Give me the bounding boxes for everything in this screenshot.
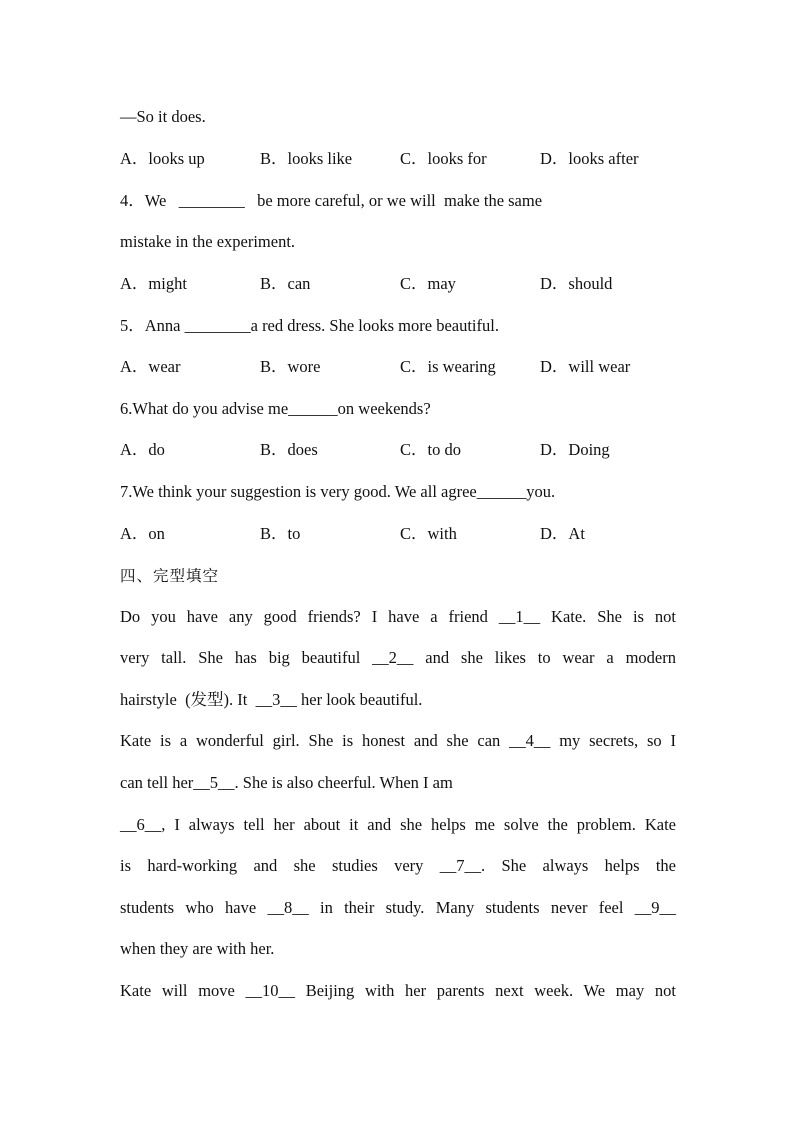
- passage-line: Kate is a wonderful girl. She is honest and she can __4__ my secrets, so I: [120, 731, 676, 750]
- question-6: 6.What do you advise me______on weekends?: [120, 399, 431, 418]
- option-c: C．with: [400, 524, 457, 543]
- passage-line: can tell her__5__. She is also cheerful. When I am: [120, 773, 453, 792]
- option-c: C．may: [400, 274, 456, 293]
- option-c: C．is wearing: [400, 357, 496, 376]
- question-5: 5．Anna ________a red dress. She looks more beautiful.: [120, 316, 499, 335]
- question-4-line2: mistake in the experiment.: [120, 232, 296, 251]
- option-d: D．looks after: [540, 149, 639, 168]
- question-7: 7.We think your suggestion is very good. We all agree______you.: [120, 482, 556, 501]
- passage-line: Kate will move __10__ Beijing with her parents next week. We may not: [120, 981, 676, 1000]
- passage-line: __6__, I always tell her about it and she helps me solve the problem. Kate: [120, 815, 676, 834]
- passage-line: very tall. She has big beautiful __2__ and she likes to wear a modern: [120, 648, 676, 667]
- option-d: D．At: [540, 524, 585, 543]
- option-a: A．might: [120, 274, 187, 293]
- option-a: A．wear: [120, 357, 181, 376]
- option-d: D．Doing: [540, 440, 610, 459]
- option-a: A．on: [120, 524, 165, 543]
- option-a: A．do: [120, 440, 165, 459]
- question-4-line1: 4．We ________ be more careful, or we will make the same: [120, 191, 543, 210]
- option-d: D．should: [540, 274, 613, 293]
- option-d: D．will wear: [540, 357, 631, 376]
- option-c: C．to do: [400, 440, 461, 459]
- option-b: B．can: [260, 274, 311, 293]
- option-b: B．to: [260, 524, 301, 543]
- passage-line: students who have __8__ in their study. Many students never feel __9__: [120, 898, 676, 917]
- passage-line: hairstyle (发型). It __3__ her look beautiful.: [120, 690, 423, 709]
- option-a: A．looks up: [120, 149, 205, 168]
- section-heading: 四、完型填空: [120, 567, 220, 585]
- passage-line: Do you have any good friends? I have a friend __1__ Kate. She is not: [120, 607, 676, 626]
- option-b: B．does: [260, 440, 318, 459]
- passage-line: is hard-working and she studies very __7__. She always helps the: [120, 856, 676, 875]
- passage-line: when they are with her.: [120, 939, 275, 958]
- answer-line: —So it does.: [120, 107, 206, 126]
- option-b: B．looks like: [260, 149, 353, 168]
- option-b: B．wore: [260, 357, 321, 376]
- option-c: C．looks for: [400, 149, 487, 168]
